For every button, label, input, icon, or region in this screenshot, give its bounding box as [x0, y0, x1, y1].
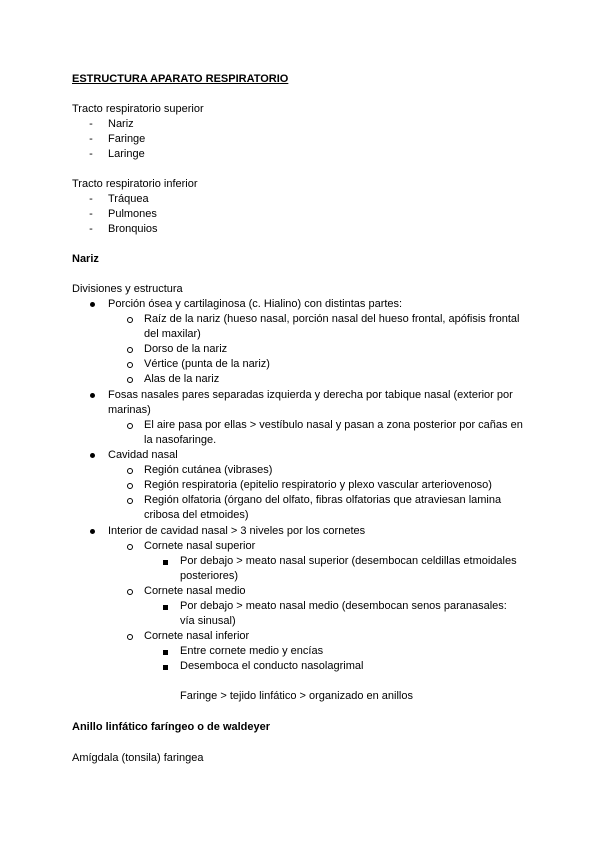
circle-marker	[127, 589, 133, 595]
circle-marker	[127, 544, 133, 550]
list-item-continuation: posteriores)	[180, 570, 239, 582]
list-item: Tráquea	[108, 193, 149, 205]
list-item: Región respiratoria (epitelio respiratorio y plexo vascular arteriovenoso)	[144, 479, 492, 491]
dash-marker: -	[89, 148, 93, 160]
square-marker	[163, 605, 168, 610]
list-item: Nariz	[108, 118, 134, 130]
dash-marker: -	[89, 118, 93, 130]
list-item: Vértice (punta de la nariz)	[144, 358, 270, 370]
list-item: Pulmones	[108, 208, 157, 220]
list-item: El aire pasa por ellas > vestíbulo nasal y pasan a zona posterior por cañas en	[144, 419, 523, 431]
list-item-continuation: cribosa del etmoides)	[144, 509, 249, 521]
dash-marker: -	[89, 208, 93, 220]
circle-marker	[127, 377, 133, 383]
circle-marker	[127, 317, 133, 323]
circle-marker	[127, 634, 133, 640]
list-item: Por debajo > meato nasal medio (desembocan senos paranasales:	[180, 600, 507, 612]
list-item: Dorso de la nariz	[144, 343, 228, 355]
list-item: Laringe	[108, 148, 145, 160]
faringe-note: Faringe > tejido linfático > organizado en anillos	[180, 690, 413, 702]
list-item: Región cutánea (vibrases)	[144, 464, 273, 476]
circle-marker	[127, 468, 133, 474]
list-item: Alas de la nariz	[144, 373, 220, 385]
list-item-continuation: del maxilar)	[144, 328, 201, 340]
circle-marker	[127, 423, 133, 429]
square-marker	[163, 650, 168, 655]
circle-marker	[127, 362, 133, 368]
list-item: Cornete nasal inferior	[144, 630, 250, 642]
dash-marker: -	[89, 223, 93, 235]
list-item: Raíz de la nariz (hueso nasal, porción nasal del hueso frontal, apófisis frontal	[144, 313, 520, 325]
list-item: Cornete nasal superior	[144, 540, 256, 552]
nariz-heading: Nariz	[72, 253, 99, 265]
superior-heading: Tracto respiratorio superior	[72, 103, 204, 115]
anillo-heading: Anillo linfático faríngeo o de waldeyer	[72, 721, 271, 733]
list-item: Faringe	[108, 133, 146, 145]
document-title: ESTRUCTURA APARATO RESPIRATORIO	[72, 73, 289, 85]
list-item: Desemboca el conducto nasolagrimal	[180, 660, 364, 672]
list-item: Entre cornete medio y encías	[180, 645, 324, 657]
list-item: Cornete nasal medio	[144, 585, 246, 597]
bullet-marker	[90, 393, 95, 398]
dash-marker: -	[89, 193, 93, 205]
square-marker	[163, 560, 168, 565]
nariz-subheading: Divisiones y estructura	[72, 283, 183, 295]
bullet-marker	[90, 453, 95, 458]
circle-marker	[127, 483, 133, 489]
bullet-marker	[90, 302, 95, 307]
list-item-continuation: vía sinusal)	[180, 615, 236, 627]
inferior-heading: Tracto respiratorio inferior	[72, 178, 198, 190]
list-item: Fosas nasales pares separadas izquierda y derecha por tabique nasal (exterior por	[108, 389, 513, 401]
list-item: Interior de cavidad nasal > 3 niveles por los cornetes	[108, 525, 366, 537]
list-item: Porción ósea y cartilaginosa (c. Hialino) con distintas partes:	[108, 298, 403, 310]
list-item: Región olfatoria (órgano del olfato, fibras olfatorias que atraviesan lamina	[144, 494, 502, 506]
list-item: Bronquios	[108, 223, 158, 235]
dash-marker: -	[89, 133, 93, 145]
list-item-continuation: marinas)	[108, 404, 151, 416]
circle-marker	[127, 347, 133, 353]
list-item: Por debajo > meato nasal superior (desembocan celdillas etmoidales	[180, 555, 517, 567]
anillo-text: Amígdala (tonsila) faringea	[72, 752, 204, 764]
list-item-continuation: la nasofaringe.	[144, 434, 217, 446]
circle-marker	[127, 498, 133, 504]
list-item: Cavidad nasal	[108, 449, 178, 461]
bullet-marker	[90, 529, 95, 534]
square-marker	[163, 665, 168, 670]
